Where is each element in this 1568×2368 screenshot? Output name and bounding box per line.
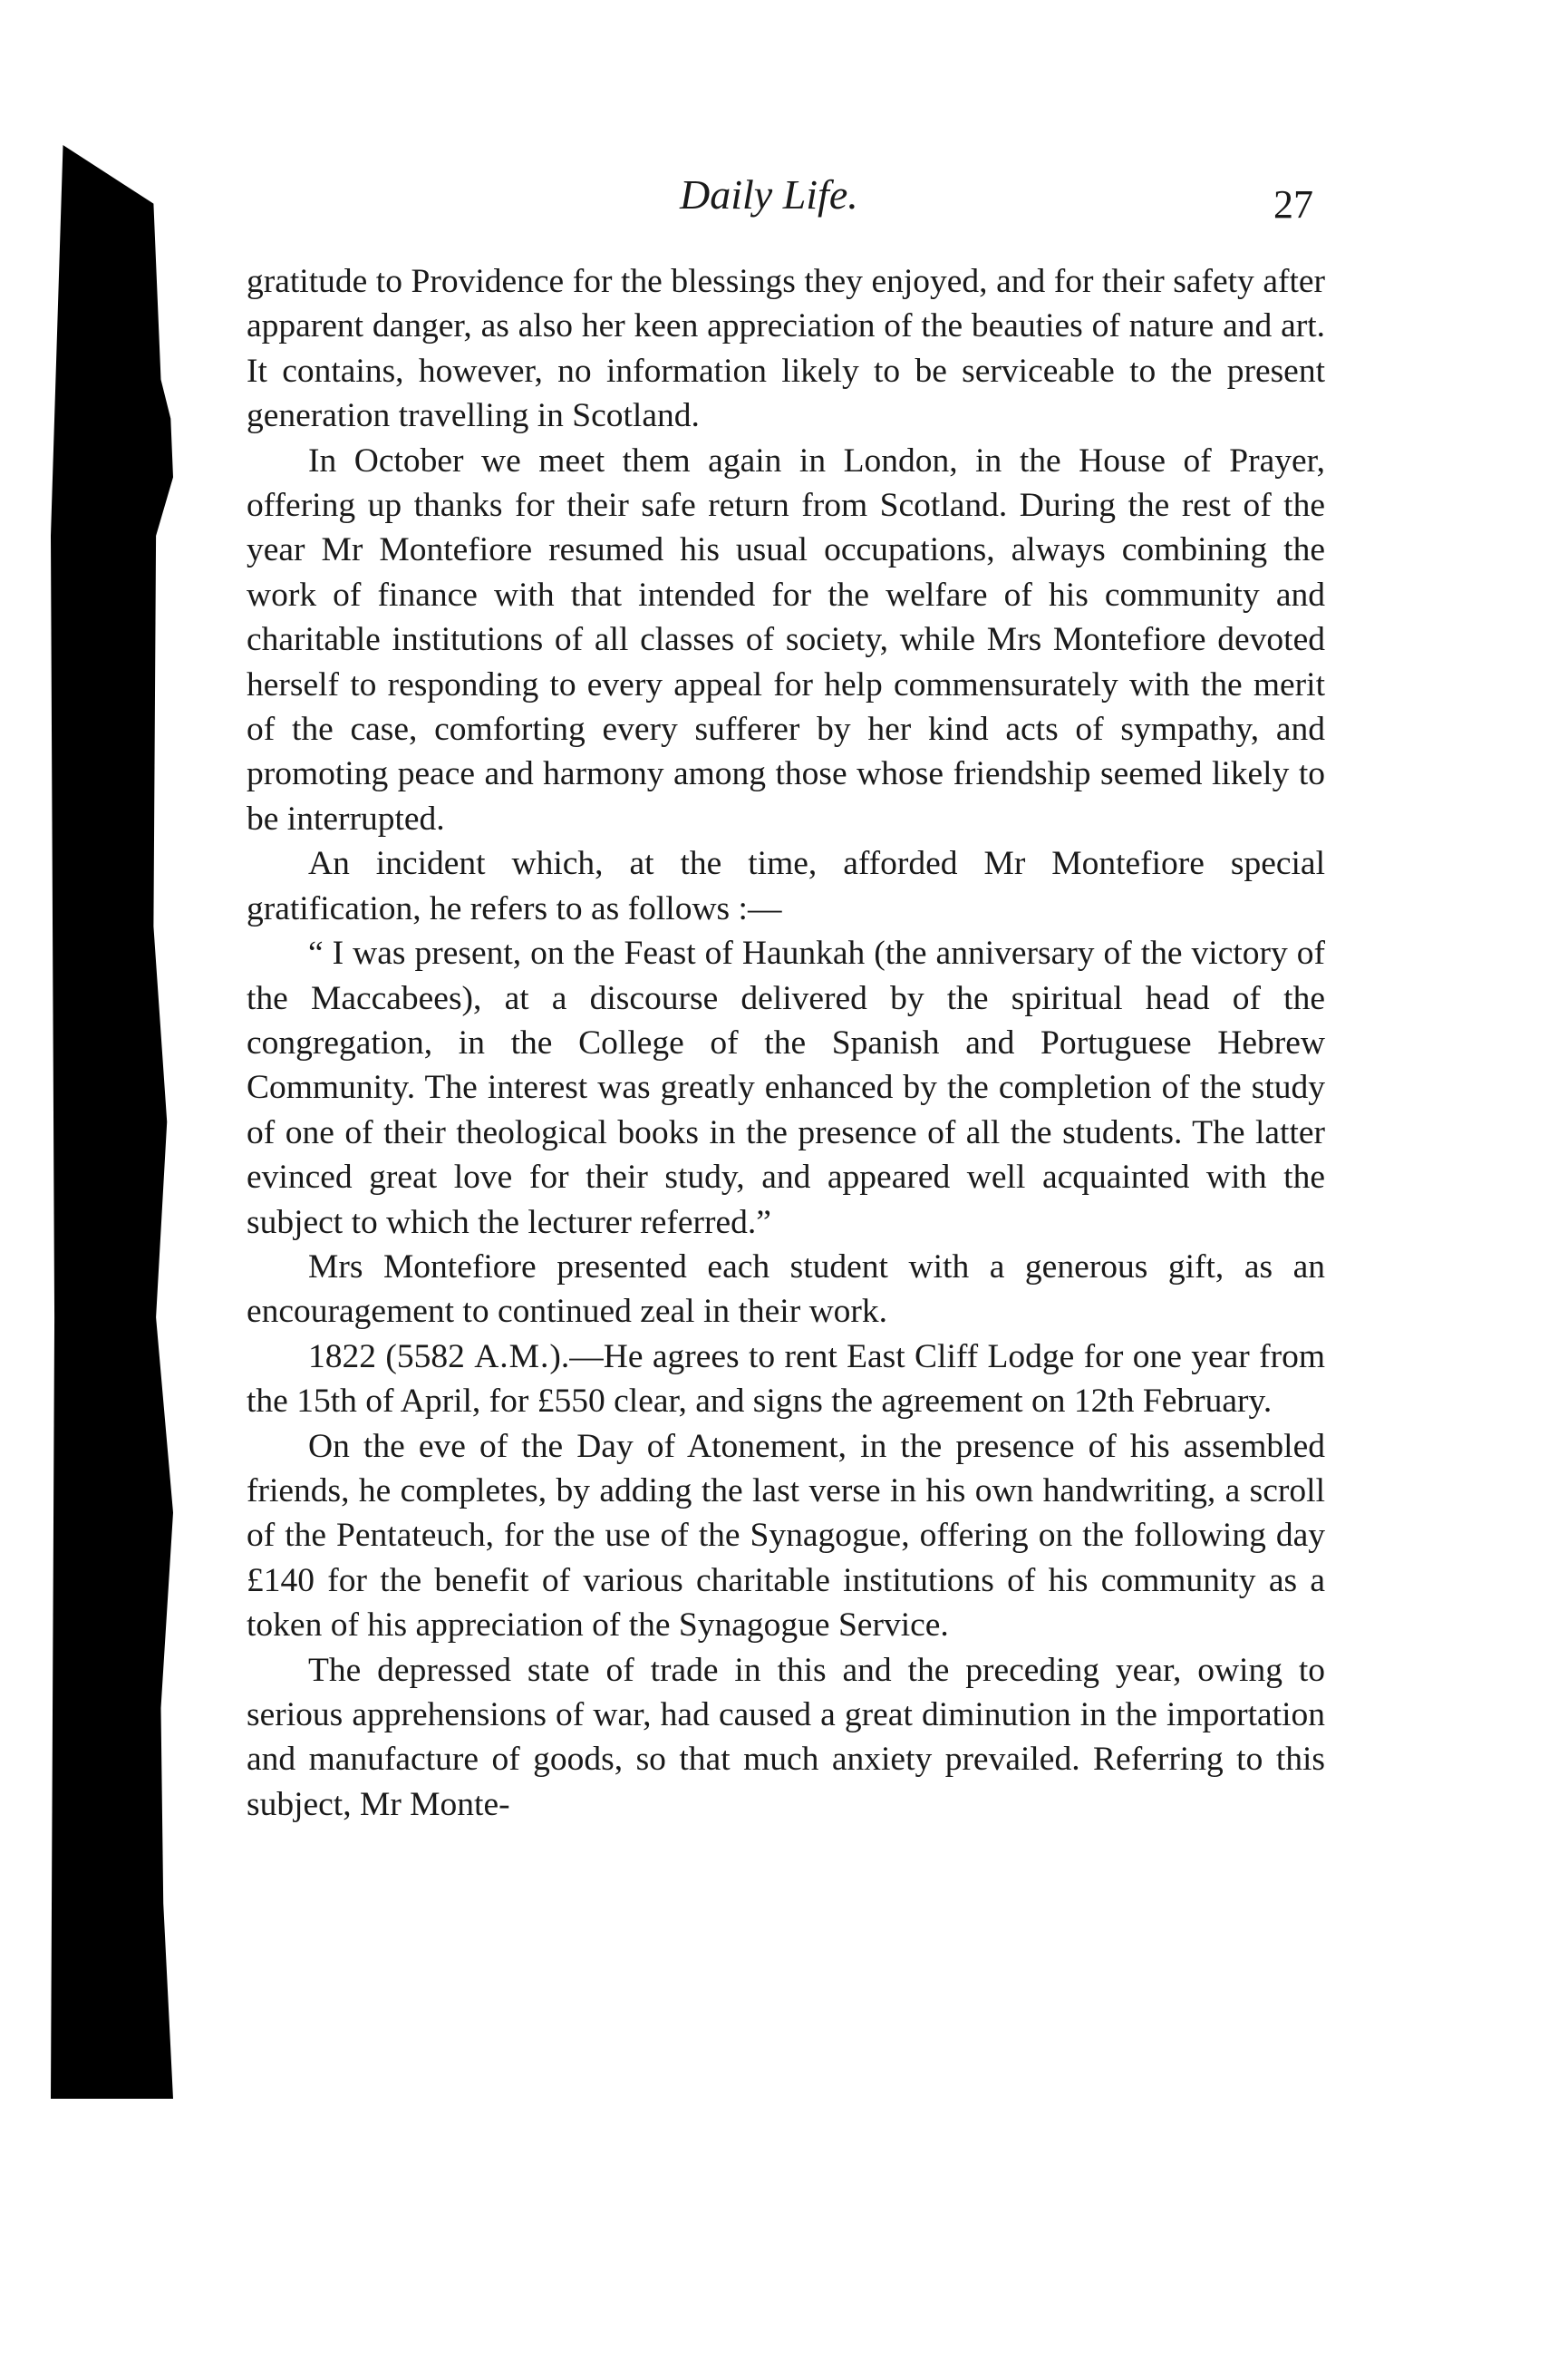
era-abbreviation: A.M. xyxy=(474,1337,550,1375)
year-label: 1822 (5582 xyxy=(308,1337,465,1375)
paragraph: An incident which, at the time, afforded Mr Montefiore special gratification, he refers to as follows :— xyxy=(247,845,1325,927)
paragraph: On the eve of the Day of Atonement, in the presence of his assembled friends, he completes, by adding the last verse in his own handwriting, a scroll of the Pentateuch, for the use of the Synagogue, offering on the following day £140 for the benefit of various charitable institutions of his community as a token of his appreciation of the Synagogue Service. xyxy=(247,1427,1325,1645)
year-entry xyxy=(247,1334,1325,1424)
paragraph: gratitude to Providence for the blessings they enjoyed, and for their safety after apparent danger, as also her keen appreciation of the beauties of nature and art. It contains, however, no information likely to be serviceable to the present generation travelling in Scotland. xyxy=(247,263,1325,435)
scan-edge-shadow xyxy=(51,145,173,2099)
paragraph: Mrs Montefiore presented each student with a generous gift, as an encouragement to continued zeal in their work. xyxy=(247,1247,1325,1331)
paragraph: The depressed state of trade in this and the preceding year, owing to serious apprehensions of war, had caused a great diminution in the importation and manufacture of goods, so that much anxiety prevailed. Referring to this subject, Mr Monte- xyxy=(247,1651,1325,1823)
paragraph: In October we meet them again in London, in the House of Prayer, offering up thanks for their safe return from Scotland. During the rest of the year Mr Montefiore resumed his usual occupations, always combining the work of finance with that intended for the welfare of his community and charitable institutions of all classes of society, while Mrs Montefiore devoted herself to responding to every appeal for help commensurately with the merit of the case, comforting every sufferer by her kind acts of sympathy, and promoting peace and harmony among those whose friendship seemed likely to be interrupted. xyxy=(247,442,1325,838)
running-title: Daily Life. xyxy=(680,171,858,218)
year-entry-text: ).—He agrees to rent East Cliff Lodge for one year from the 15th of April, for £550 clear, and signs the agreement on 12th February. xyxy=(247,1337,1326,1421)
quotation-paragraph: “ I was present, on the Feast of Haunkah (the anniversary of the victory of the Maccabees), at a discourse delivered by the spiritual head of the congregation, in the College of the Spanish and Portuguese Hebrew Community. The interest was greatly enhanced by the completion of the study of one of their theological books in the presence of all the students. The latter evinced great love for their study, and appeared well acquainted with the subject to which the lecturer referred.” xyxy=(247,935,1325,1241)
page-number: 27 xyxy=(1273,182,1313,227)
body-text xyxy=(247,259,1325,1827)
